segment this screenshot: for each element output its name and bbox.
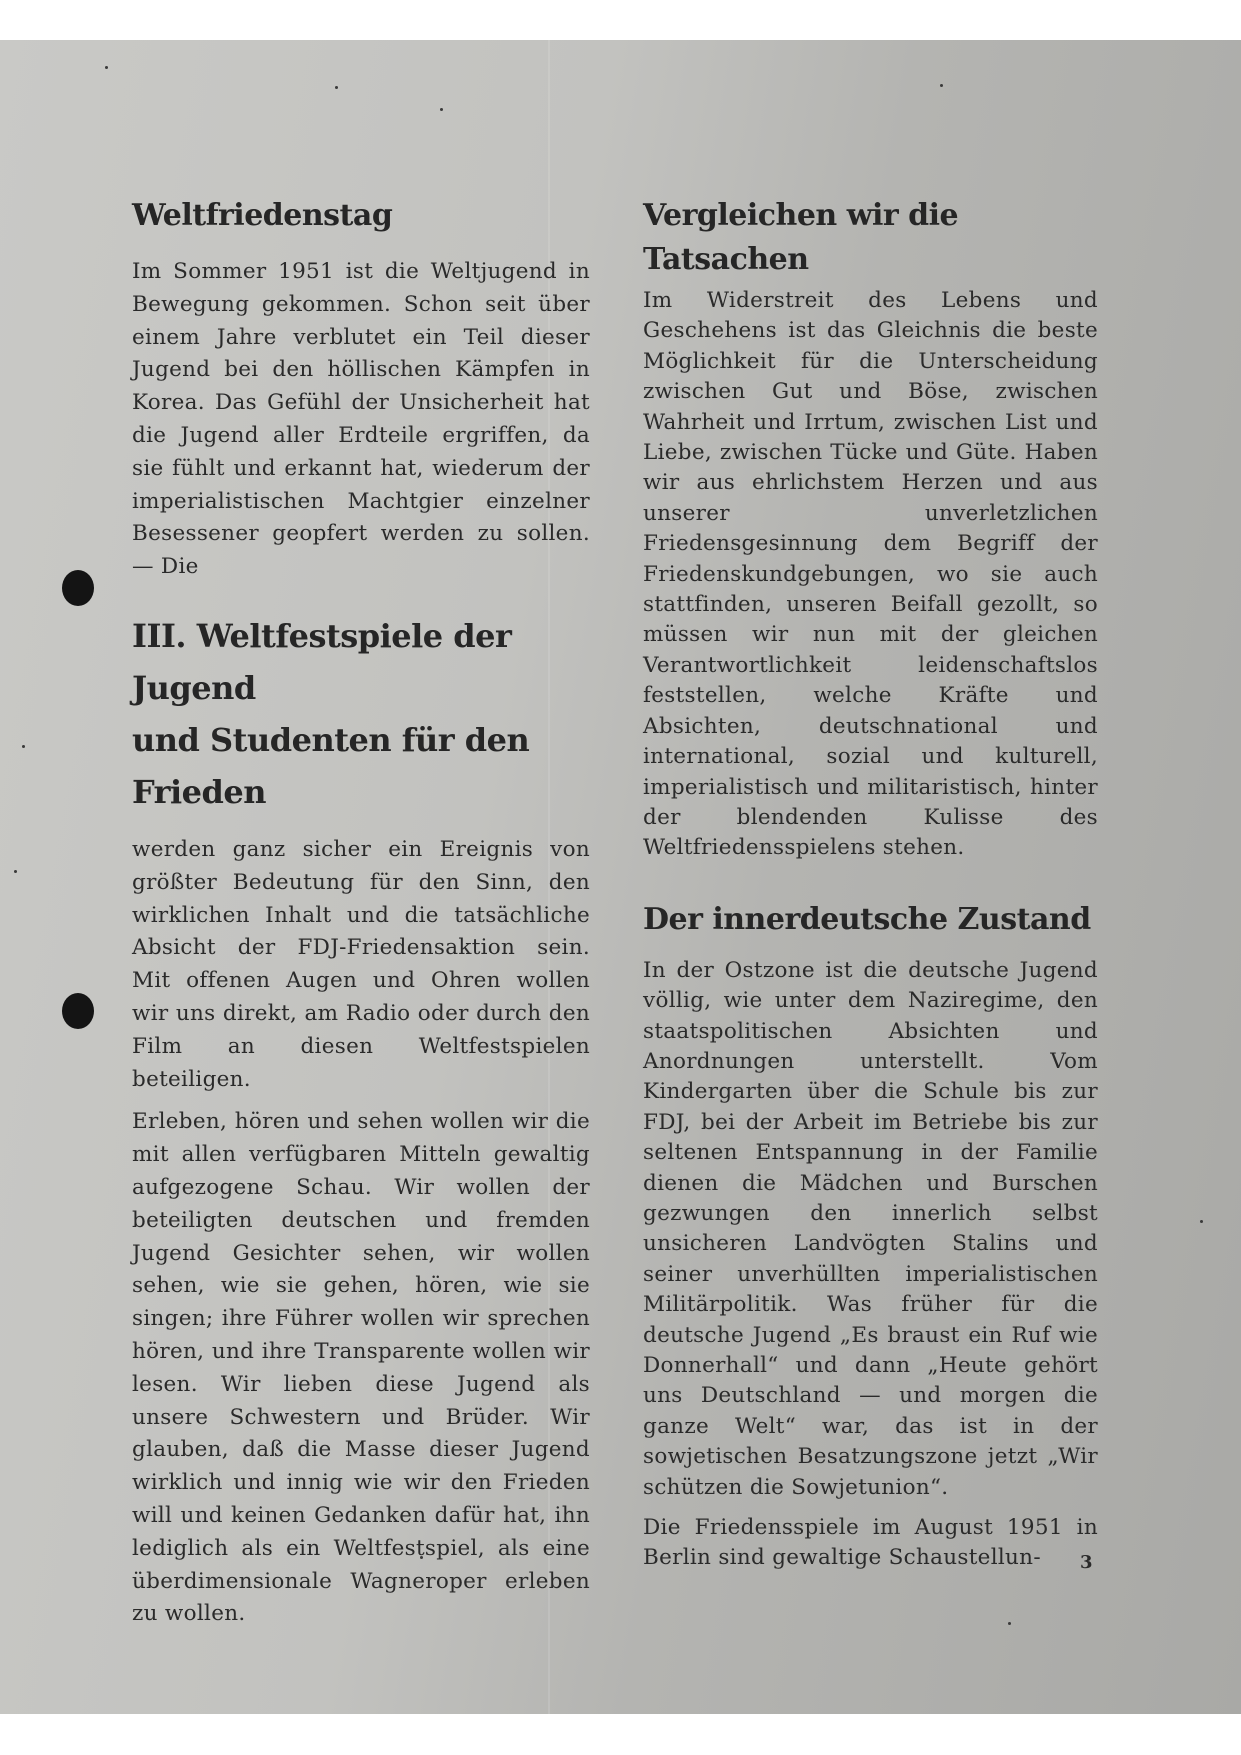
paragraph-vergleichen: Im Widerstreit des Lebens und Geschehens ist das Gleichnis die beste Möglichkeit für die Unterscheidung zwischen Gut und Böse, zwischen Wahrheit und Irrtum, zwischen List und Liebe, zwischen Tücke und Güte. Haben wir aus ehrlichstem Herzen und aus unserer unverletzlichen Friedensgesinnung dem Begriff der Friedenskundgebungen, wo sie auch stattfinden, unseren Beifall gezollt, so müssen wir nun mit der gleichen Verantwortlichkeit leidenschaftslos feststellen, welche Kräfte und Absichten, deutschnational und international, sozial und kulturell, imperialistisch und militaristisch, hinter der blendenden Kulisse des Weltfriedensspielens stehen. — [643, 288, 1098, 861]
paragraph-weltfriedenstag: Im Sommer 1951 ist die Weltjugend in Bewegung gekommen. Schon seit über einem Jahre verblutet ein Teil dieser Jugend bei den höllischen Kämpfen in Korea. Das Gefühl der Unsicherheit hat die Jugend aller Erdteile ergriffen, da sie fühlt und erkannt hat, wiederum der imperialistischen Machtgier einzelner Besessener geopfert werden zu sollen. — Die — [132, 259, 590, 580]
right-column — [643, 194, 1098, 1574]
paragraph-friedensspiele: Die Friedensspiele im August 1951 in Berlin sind gewaltige Schaustellun- — [643, 1515, 1098, 1571]
scan-speck — [440, 108, 443, 111]
scan-speck — [940, 84, 943, 87]
page-number: 3 — [1080, 1552, 1093, 1573]
paragraph-erleben: Erleben, hören und sehen wollen wir die mit allen verfügbaren Mitteln gewaltig aufgezogene Schau. Wir wollen der beteiligten deutschen und fremden Jugend Gesichter sehen, wir wollen sehen, wie sie gehen, hören, wie sie singen; ihre Führer wollen wir sprechen hören, und ihre Transparente wollen wir lesen. Wir lieben diese Jugend als unsere Schwestern und Brüder. Wir glauben, daß die Masse dieser Jugend wirklich und innig wie wir den Frieden will und keinen Gedanken dafür hat, ihn lediglich als ein Weltfestspiel, als eine überdimensionale Wagneroper erleben zu wollen. — [132, 1109, 590, 1627]
paragraph-innerdeutsche-zustand: In der Ostzone ist die deutsche Jugend völlig, wie unter dem Naziregime, den staatspolitischen Absichten und Anordnungen unterstellt. Vom Kindergarten über die Schule bis zur FDJ, bei der Arbeit im Betriebe bis zur seltenen Entspannung in der Familie dienen die Mädchen und Burschen gezwungen den innerlich selbst unsicheren Landvögten Stalins und seiner unverhüllten imperialistischen Militärpolitik. Was früher für die deutsche Jugend „Es braust ein Ruf wie Donnerhall“ und dann „Heute gehört uns Deutschland — und morgen die ganze Welt“ war, das ist in der sowjetischen Besatzungszone jetzt „Wir schützen die Sowjetunion“. — [643, 957, 1098, 1500]
heading-innerdeutsche-zustand: Der innerdeutsche Zustand — [643, 901, 1091, 937]
heading-weltfriedenstag: Weltfriedenstag — [132, 198, 393, 233]
scan-speck — [105, 66, 108, 69]
punch-hole-upper — [62, 570, 94, 606]
scan-speck — [1008, 1622, 1011, 1625]
left-column — [132, 194, 590, 1631]
scan-speck — [14, 870, 17, 873]
scan-speck — [335, 86, 338, 89]
heading-vergleichen: Vergleichen wir die Tatsachen — [643, 198, 959, 277]
document-page — [0, 40, 1241, 1714]
heading-weltfestspiele-line-1: III. Weltfestspiele der Jugend — [132, 616, 512, 707]
scan-speck — [22, 745, 25, 748]
paragraph-weltfestspiele: werden ganz sicher ein Ereignis von größter Bedeutung für den Sinn, den wirklichen Inhalt und die tatsächliche Absicht der FDJ-Friedensaktion sein. Mit offenen Augen und Ohren wollen wir uns direkt, am Radio oder durch den Film an diesen Weltfestspielen beteiligen. — [132, 836, 590, 1092]
heading-weltfestspiele-line-2: und Studenten für den Frieden — [132, 720, 530, 811]
scan-speck — [1200, 1220, 1203, 1223]
punch-hole-lower — [62, 993, 94, 1029]
